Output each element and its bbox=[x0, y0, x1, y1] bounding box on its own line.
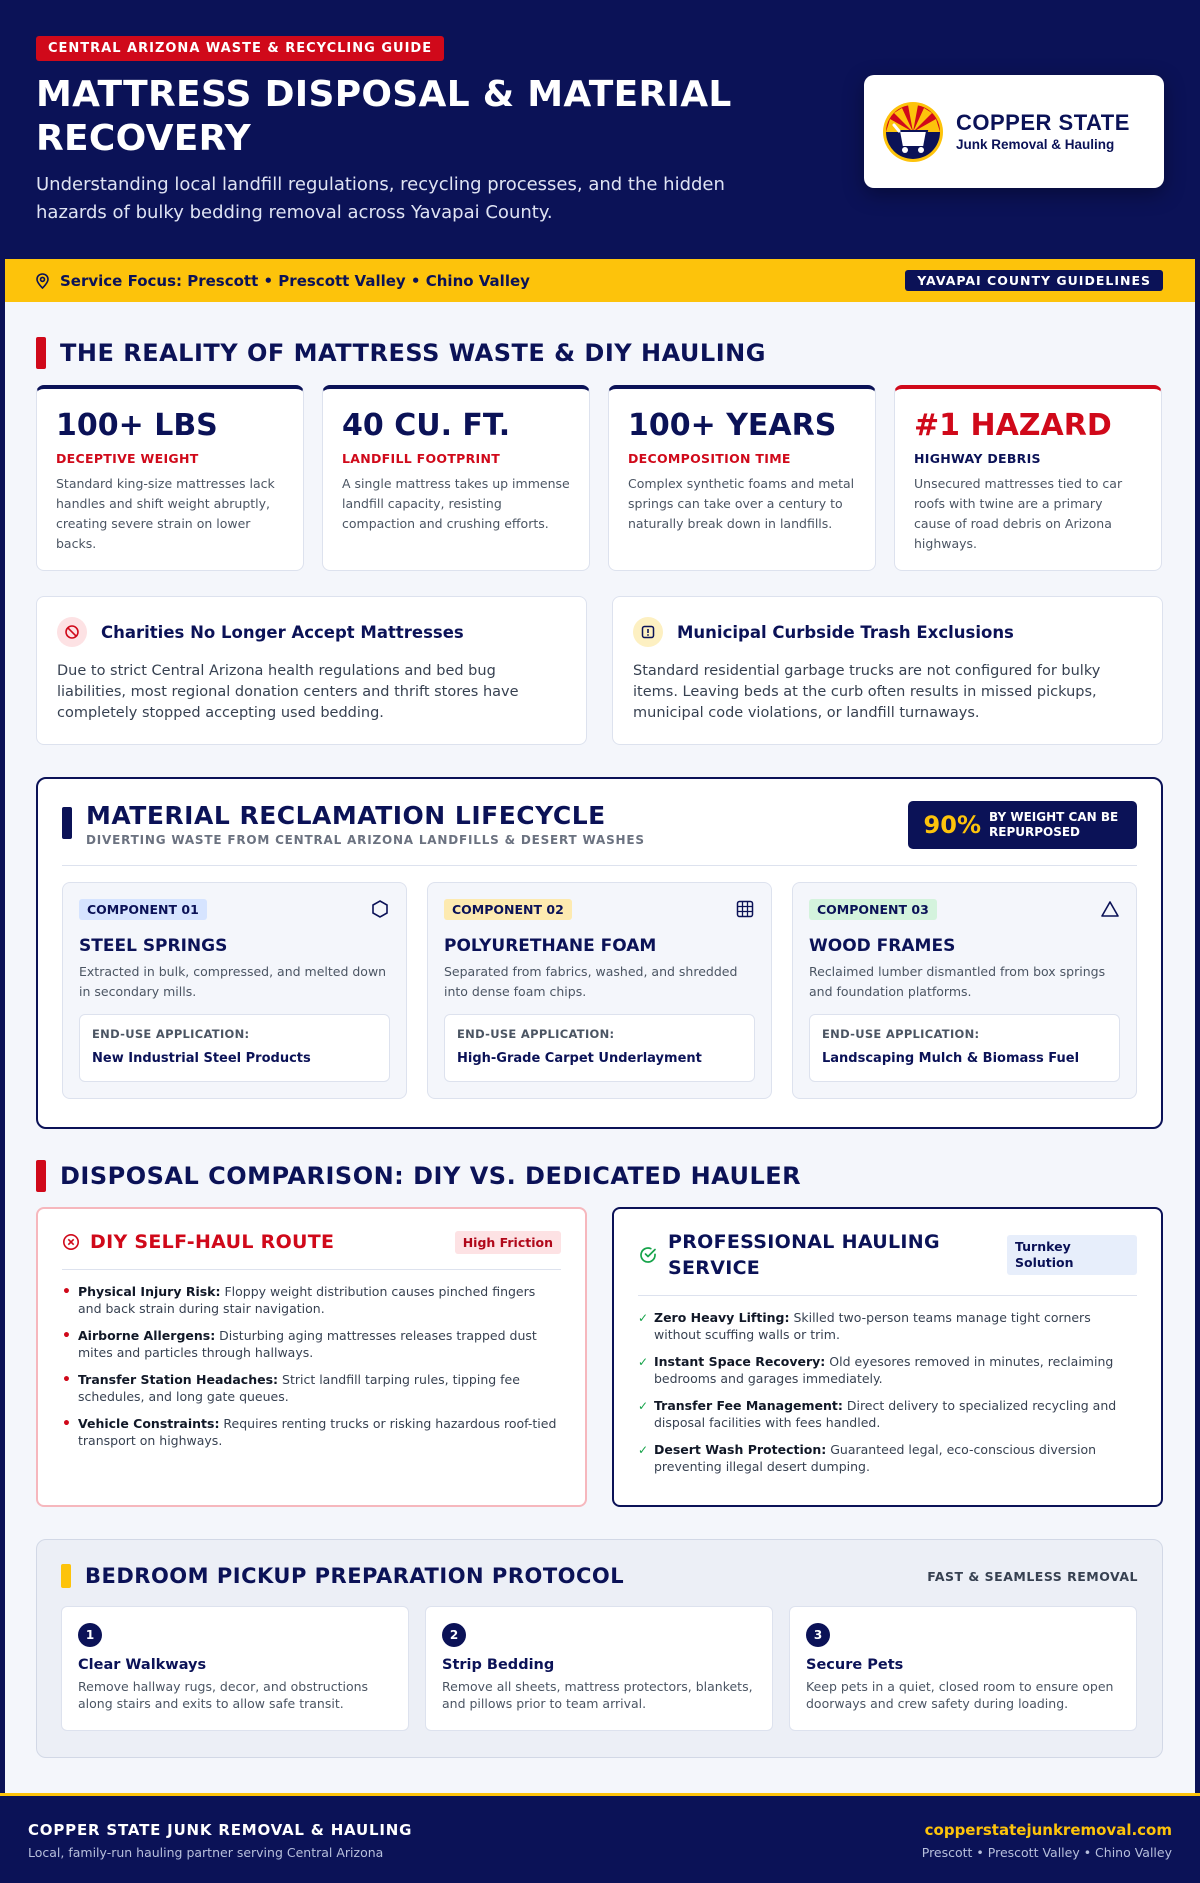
list-item: • Vehicle Constraints: Requires renting trucks or risking hazardous roof-tied transport on highways. bbox=[62, 1416, 557, 1448]
page-subtitle: Understanding local landfill regulations, recycling processes, and the hidden hazards of bulky bedding removal across Yavapai County. bbox=[36, 174, 725, 223]
prep-title: BEDROOM PICKUP PREPARATION PROTOCOL bbox=[85, 1564, 625, 1588]
pro-list bbox=[638, 1310, 1137, 1475]
map-pin-icon bbox=[35, 273, 50, 289]
brand-tagline: Junk Removal & Hauling bbox=[956, 137, 1115, 152]
step-title: Strip Bedding bbox=[442, 1657, 555, 1673]
component-description: Extracted in bulk, compressed, and melted down in secondary mills. bbox=[79, 964, 387, 999]
lifecycle-heading bbox=[62, 801, 645, 847]
bullet-dot-icon: • bbox=[62, 1416, 71, 1432]
hero-header bbox=[0, 0, 1200, 259]
bullet-dot-icon: • bbox=[62, 1372, 71, 1388]
check-circle-icon bbox=[638, 1245, 658, 1265]
stat-label: DECOMPOSITION TIME bbox=[628, 451, 791, 466]
stat-label: LANDFILL FOOTPRINT bbox=[342, 451, 501, 466]
alert-square-icon bbox=[633, 617, 663, 647]
step-number: 1 bbox=[78, 1623, 102, 1647]
county-guidelines-badge: YAVAPAI COUNTY GUIDELINES bbox=[905, 270, 1163, 291]
brand-text bbox=[956, 111, 1130, 152]
note-title: Charities No Longer Accept Mattresses bbox=[101, 622, 464, 642]
repurpose-percent: 90% bbox=[923, 811, 981, 839]
list-item: ✓ Transfer Fee Management: Direct delivery to specialized recycling and disposal facilities with fees handled. bbox=[638, 1398, 1117, 1430]
prep-header bbox=[61, 1564, 1138, 1588]
pro-column bbox=[612, 1207, 1163, 1507]
step-number: 2 bbox=[442, 1623, 466, 1647]
repurpose-badge bbox=[908, 801, 1137, 849]
stat-card-footprint bbox=[322, 385, 590, 571]
note-title: Municipal Curbside Trash Exclusions bbox=[677, 622, 1014, 642]
reality-title: THE REALITY OF MATTRESS WASTE & DIY HAULING bbox=[60, 339, 766, 367]
step-title: Clear Walkways bbox=[78, 1657, 207, 1673]
end-use-box bbox=[809, 1014, 1120, 1082]
lifecycle-title: MATERIAL RECLAMATION LIFECYCLE bbox=[86, 801, 606, 830]
end-use-box bbox=[79, 1014, 390, 1082]
checkmark-icon: ✓ bbox=[638, 1355, 649, 1369]
component-card-wood bbox=[792, 882, 1137, 1099]
stat-value: 100+ YEARS bbox=[628, 408, 837, 443]
prep-tagline: FAST & SEAMLESS REMOVAL bbox=[927, 1568, 1138, 1584]
service-focus bbox=[35, 272, 530, 290]
stat-value: 40 CU. FT. bbox=[342, 408, 511, 443]
stat-description: Standard king-size mattresses lack handles and shift weight abruptly, creating severe strain on lower backs. bbox=[56, 476, 275, 551]
end-use-value: New Industrial Steel Products bbox=[92, 1051, 311, 1066]
stat-card-weight bbox=[36, 385, 304, 571]
component-title: WOOD FRAMES bbox=[809, 936, 956, 956]
comparison-columns bbox=[36, 1207, 1163, 1507]
note-body: Standard residential garbage trucks are not configured for bulky items. Leaving beds at the curb often results in missed pickups, municipal code violations, or landfill turnaways. bbox=[633, 663, 1101, 721]
reality-section-heading bbox=[36, 337, 766, 369]
lifecycle-panel bbox=[36, 777, 1163, 1129]
footer-company-name: COPPER STATE JUNK REMOVAL & HAULING bbox=[28, 1821, 413, 1839]
brand-card[interactable] bbox=[864, 75, 1164, 188]
component-tag: COMPONENT 03 bbox=[809, 899, 937, 920]
step-description: Remove hallway rugs, decor, and obstructions along stairs and exits to allow safe transit. bbox=[78, 1679, 369, 1711]
pro-header bbox=[638, 1229, 1137, 1296]
checkmark-icon: ✓ bbox=[638, 1443, 649, 1457]
note-header bbox=[633, 617, 1142, 647]
end-use-label: END-USE APPLICATION: bbox=[92, 1027, 250, 1041]
step-number: 3 bbox=[806, 1623, 830, 1647]
charities-notice bbox=[36, 596, 587, 745]
comparison-section-heading bbox=[36, 1160, 801, 1192]
step-description: Remove all sheets, mattress protectors, blankets, and pillows prior to team arrival. bbox=[442, 1679, 753, 1711]
list-item: ✓ Desert Wash Protection: Guaranteed legal, eco-conscious diversion preventing illegal desert dumping. bbox=[638, 1442, 1097, 1474]
stat-card-decomposition bbox=[608, 385, 876, 571]
component-card-steel bbox=[62, 882, 407, 1099]
end-use-value: High-Grade Carpet Underlayment bbox=[457, 1051, 702, 1066]
comparison-title: DISPOSAL COMPARISON: DIY VS. DEDICATED HAULER bbox=[60, 1162, 802, 1190]
stat-description: Complex synthetic foams and metal springs can take over a century to naturally break down in landfills. bbox=[628, 476, 855, 531]
hexagon-icon bbox=[370, 899, 390, 919]
step-card bbox=[789, 1606, 1137, 1731]
component-description: Reclaimed lumber dismantled from box springs and foundation platforms. bbox=[809, 964, 1106, 999]
lifecycle-subtitle: DIVERTING WASTE FROM CENTRAL ARIZONA LANDFILLS & DESERT WASHES bbox=[86, 833, 645, 847]
component-description: Separated from fabrics, washed, and shredded into dense foam chips. bbox=[444, 964, 738, 999]
stat-label: HIGHWAY DEBRIS bbox=[914, 451, 1041, 466]
prep-protocol-panel bbox=[36, 1539, 1163, 1758]
diy-header bbox=[62, 1229, 561, 1270]
stat-description: Unsecured mattresses tied to car roofs with twine are a primary cause of road debris on Arizona highways. bbox=[914, 476, 1123, 551]
section-accent bbox=[61, 1564, 71, 1588]
diy-list bbox=[62, 1284, 561, 1449]
section-accent bbox=[62, 807, 72, 839]
page-title: MATTRESS DISPOSAL & MATERIAL RECOVERY bbox=[36, 74, 732, 159]
service-focus-text: Service Focus: Prescott • Prescott Valley • Chino Valley bbox=[60, 271, 530, 290]
main-content bbox=[5, 259, 1195, 1793]
high-friction-badge: High Friction bbox=[455, 1231, 561, 1254]
diy-column bbox=[36, 1207, 587, 1507]
stat-value: #1 HAZARD bbox=[914, 408, 1112, 443]
footer-left bbox=[28, 1821, 412, 1883]
end-use-label: END-USE APPLICATION: bbox=[457, 1027, 615, 1041]
divider bbox=[62, 865, 1137, 866]
repurpose-text: BY WEIGHT CAN BE REPURPOSED bbox=[989, 810, 1119, 839]
checkmark-icon: ✓ bbox=[638, 1399, 649, 1413]
pro-title: PROFESSIONAL HAULING SERVICE bbox=[668, 1231, 940, 1279]
end-use-box bbox=[444, 1014, 755, 1082]
bullet-dot-icon: • bbox=[62, 1328, 71, 1344]
footer-service-areas: Prescott • Prescott Valley • Chino Valley bbox=[921, 1845, 1172, 1860]
x-circle-icon bbox=[62, 1233, 80, 1251]
guide-tag: CENTRAL ARIZONA WASTE & RECYCLING GUIDE bbox=[36, 36, 444, 61]
footer bbox=[0, 1793, 1200, 1883]
component-cards bbox=[62, 882, 1137, 1099]
brand-name: COPPER STATE bbox=[956, 110, 1130, 135]
list-item: • Transfer Station Headaches: Strict landfill tarping rules, tipping fee schedules, and long gate queues. bbox=[62, 1372, 520, 1404]
website-link[interactable]: copperstatejunkremoval.com bbox=[924, 1821, 1172, 1839]
component-card-foam bbox=[427, 882, 772, 1099]
step-card bbox=[61, 1606, 409, 1731]
section-accent bbox=[36, 1160, 46, 1192]
footer-right bbox=[922, 1821, 1172, 1883]
curbside-notice bbox=[612, 596, 1163, 745]
no-entry-icon bbox=[57, 617, 87, 647]
list-item: ✓ Instant Space Recovery: Old eyesores removed in minutes, reclaiming bedrooms and garages immediately. bbox=[638, 1354, 1114, 1386]
stat-label: DECEPTIVE WEIGHT bbox=[56, 451, 199, 466]
end-use-value: Landscaping Mulch & Biomass Fuel bbox=[822, 1051, 1080, 1066]
section-accent bbox=[36, 337, 46, 369]
turnkey-badge: Turnkey Solution bbox=[1007, 1235, 1137, 1275]
component-tag: COMPONENT 02 bbox=[444, 899, 572, 920]
step-description: Keep pets in a quiet, closed room to ensure open doorways and crew safety during loading. bbox=[806, 1679, 1114, 1711]
step-title: Secure Pets bbox=[806, 1657, 904, 1673]
note-header bbox=[57, 617, 566, 647]
list-item: • Physical Injury Risk: Floppy weight distribution causes pinched fingers and back strain during stair navigation. bbox=[62, 1284, 536, 1316]
stat-description: A single mattress takes up immense landfill capacity, resisting compaction and crushing efforts. bbox=[342, 476, 570, 531]
arizona-sun-truck-logo-icon bbox=[882, 101, 944, 163]
end-use-label: END-USE APPLICATION: bbox=[822, 1027, 980, 1041]
service-bar bbox=[5, 259, 1195, 302]
list-item: • Airborne Allergens: Disturbing aging mattresses releases trapped dust mites and particles through hallways. bbox=[62, 1328, 537, 1360]
lifecycle-header bbox=[62, 801, 1137, 849]
stat-cards bbox=[36, 385, 1162, 571]
component-tag: COMPONENT 01 bbox=[79, 899, 207, 920]
grid-square-icon bbox=[735, 899, 755, 919]
triangle-icon bbox=[1100, 899, 1120, 919]
component-title: STEEL SPRINGS bbox=[79, 936, 228, 956]
bullet-dot-icon: • bbox=[62, 1284, 71, 1300]
notice-cards bbox=[36, 596, 1163, 745]
step-card bbox=[425, 1606, 773, 1731]
checkmark-icon: ✓ bbox=[638, 1311, 649, 1325]
prep-steps bbox=[61, 1606, 1138, 1731]
component-title: POLYURETHANE FOAM bbox=[444, 936, 657, 956]
diy-title: DIY SELF-HAUL ROUTE bbox=[90, 1231, 335, 1253]
stat-value: 100+ LBS bbox=[56, 408, 218, 443]
note-body: Due to strict Central Arizona health regulations and bed bug liabilities, most regional donation centers and thrift stores have completely stopped accepting used bedding. bbox=[57, 663, 519, 721]
footer-tagline: Local, family-run hauling partner serving Central Arizona bbox=[28, 1845, 384, 1860]
stat-card-hazard bbox=[894, 385, 1162, 571]
list-item: ✓ Zero Heavy Lifting: Skilled two-person teams manage tight corners without scuffing walls or trim. bbox=[638, 1310, 1091, 1342]
